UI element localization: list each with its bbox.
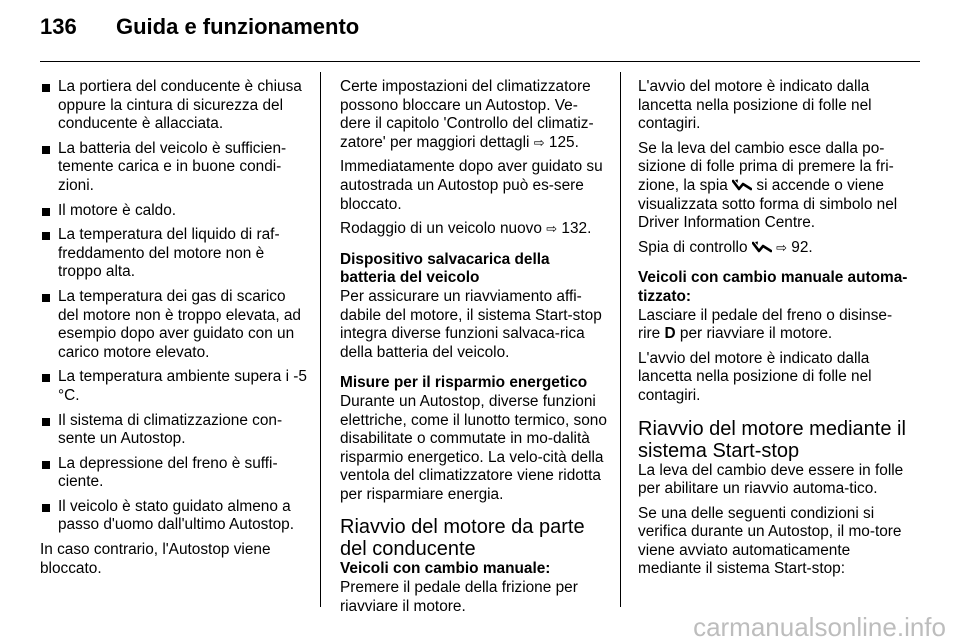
list-item: Il veicolo è stato guidato almeno a passo d'uomo dall'ultimo Autostop. [40,498,308,535]
watermark: carmanualsonline.info [693,612,946,642]
page-reference[interactable]: 92. [791,238,813,256]
subheading: Veicoli con cambio manuale: [340,560,551,578]
start-stop-lamp-icon [752,241,772,253]
bullet-icon [42,504,50,512]
paragraph: Se la leva del cambio esce dalla po-sizione di folle prima di premere la fri-zione, la spia si accende o viene visualizzata sotto forma di simbolo nel Driver Information Centre. [638,139,898,232]
arrow-right-icon: ⇨ [546,221,558,237]
start-stop-lamp-icon [732,179,752,191]
list-item: La depressione del freno è suffi-ciente. [40,455,308,492]
list-item: La temperatura dei gas di scarico del motore non è troppo elevata, ad esempio dopo aver guidato con un carico motore elevato. [40,288,308,362]
bullet-icon [42,294,50,302]
header-rule [40,61,920,62]
paragraph: La leva del cambio deve essere in folle per abilitare un riavvio automa-tico. [638,461,904,498]
closing-paragraph: In caso contrario, l'Autostop viene bloccato. [40,541,271,577]
paragraph: L'avvio del motore è indicato dalla lancetta nella posizione di folle nel contagiri. [638,349,872,404]
subheading: Veicoli con cambio manuale automa-tizzato: [638,269,908,305]
page-header [40,14,359,50]
section-heading: Riavvio del motore mediante il sistema Start-stop [638,417,906,462]
list-item: La temperatura ambiente supera i -5 °C. [40,368,308,405]
bullet-icon [42,232,50,240]
paragraph: Durante un Autostop, diverse funzioni elettriche, come il lunotto termico, sono disabilitate o commutate in mo-dalità risparmio energetico. La velo-cità della ventola del climatizzatore viene ridotta per risparmiare energia. [340,392,607,503]
subheading: Misure per il risparmio energetico [340,374,588,392]
subheading: Dispositivo salvacarica della batteria del veicolo [340,250,550,287]
bullet-icon [42,374,50,382]
page-title: Guida e funzionamento [116,14,360,39]
column-1 [40,78,308,584]
paragraph: Spia di controllo ⇨ 92. [638,238,813,256]
list-item: La batteria del veicolo è sufficien-temente carica e in buone condi-zioni. [40,140,308,196]
column-divider-2 [620,72,621,607]
arrow-right-icon: ⇨ [533,134,545,150]
bullet-icon [42,208,50,216]
paragraph: L'avvio del motore è indicato dalla lancetta nella posizione di folle nel contagiri. [638,78,872,133]
bullet-icon [42,418,50,426]
list-item: Il motore è caldo. [40,202,308,221]
paragraph: Rodaggio di un veicolo nuovo ⇨ 132. [340,220,592,238]
paragraph: Certe impostazioni del climatizzatore possono bloccare un Autostop. Ve-dere il capitolo 'Controllo del climatiz-zatore' per maggiori dettagli ⇨ 125. [340,78,594,151]
list-item: Il sistema di climatizzazione con-sente un Autostop. [40,412,308,449]
bullet-icon [42,461,50,469]
arrow-right-icon: ⇨ [776,239,787,255]
list-item: La portiera del conducente è chiusa oppure la cintura di sicurezza del conducente è allacciata. [40,78,308,134]
page-reference[interactable]: 132. [561,220,592,238]
bullet-icon [42,146,50,154]
paragraph: Per assicurare un riavviamento affi-dabile del motore, il sistema Start-stop integra diverse funzioni salvaca-rica della batteria del veicolo. [340,287,602,361]
paragraph: Lasciare il pedale del freno o disinse-rire D per riavviare il motore. [638,306,893,343]
paragraph: Premere il pedale della frizione per riavviare il motore. [340,579,578,615]
column-2 [340,78,608,622]
section-heading: Riavvio del motore da parte del conducente [340,516,585,561]
gear-position-d: D [664,325,676,343]
paragraph: Se una delle seguenti condizioni si verifica durante un Autostop, il mo-tore viene avviato automaticamente mediante il sistema Start-stop: [638,504,902,578]
bullet-icon [42,84,50,92]
page-reference[interactable]: 125. [548,133,579,151]
paragraph: Immediatamente dopo aver guidato su autostrada un Autostop può es-sere bloccato. [340,158,603,213]
page-number: 136 [40,14,77,39]
column-3 [638,78,908,585]
column-divider-1 [320,72,321,607]
list-item: La temperatura del liquido di raf-freddamento del motore non è troppo alta. [40,226,308,282]
